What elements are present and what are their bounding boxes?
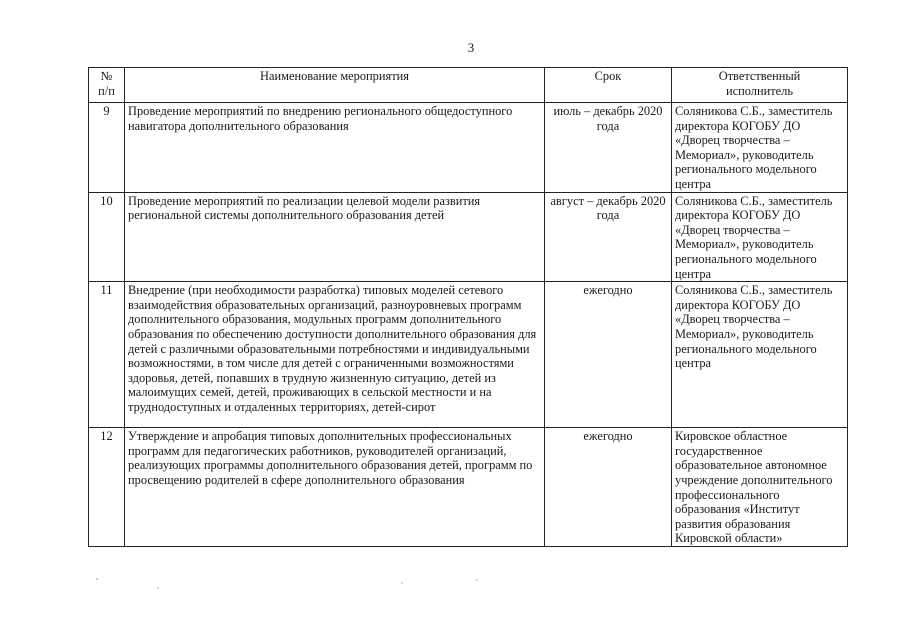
row-number: 10: [89, 192, 125, 282]
event-name: Проведение мероприятий по реализации целевой модели развития региональной системы дополнительного образования детей: [125, 192, 545, 282]
event-term: ежегодно: [545, 282, 672, 428]
events-table: [88, 67, 848, 547]
header-responsible-line1: Ответственный: [718, 69, 801, 83]
table-row: [89, 428, 848, 547]
header-name: Наименование мероприятия: [125, 68, 545, 103]
scan-speck: [476, 579, 477, 580]
event-responsible: Соляникова С.Б., заместитель директора КОГОБУ ДО «Дворец творчества – Мемориал», руководитель регионального модельного центра: [672, 282, 848, 428]
header-number-line2: п/п: [98, 83, 115, 98]
event-term: ежегодно: [545, 428, 672, 547]
event-term: июль – декабрь 2020 года: [545, 103, 672, 193]
event-name: Проведение мероприятий по внедрению регионального общедоступного навигатора дополнительного образования: [125, 103, 545, 193]
table-row: [89, 282, 848, 428]
table-row: [89, 103, 848, 193]
event-name: Утверждение и апробация типовых дополнительных профессиональных программ для педагогических работников, руководителей организаций, реализующих программы дополнительного образования детей, программ по просвещению родителей в сфере дополнительного образования: [125, 428, 545, 547]
header-number: [89, 68, 125, 103]
event-responsible: Кировское областное государственное образовательное автономное учреждение дополнительного профессионального образования «Институт развития образования Кировской области»: [672, 428, 848, 547]
scan-speck: [96, 578, 98, 580]
row-number: 11: [89, 282, 125, 428]
scan-speck: [157, 587, 158, 588]
page-number: 3: [467, 40, 475, 55]
header-responsible-line2: исполнитель: [726, 83, 793, 98]
header-term: Срок: [545, 68, 672, 103]
row-number: 12: [89, 428, 125, 547]
event-responsible: Соляникова С.Б., заместитель директора КОГОБУ ДО «Дворец творчества – Мемориал», руководитель регионального модельного центра: [672, 192, 848, 282]
event-name: Внедрение (при необходимости разработка) типовых моделей сетевого взаимодействия образовательных организаций, разноуровневых программ дополнительного образования, модульных программ дополнительного образования по обеспечению доступности дополнительного образования для детей с различными образовательными потребностями и индивидуальными возможностями, в том числе для детей с ограниченными возможностями здоровья, детей, попавших в трудную жизненную ситуацию, детей из малоимущих семей, детей, проживающих в сельской местности и на труднодоступных и отдаленных территориях, детей-сирот: [125, 282, 545, 428]
header-responsible: [672, 68, 848, 103]
table-row: [89, 192, 848, 282]
event-term: август – декабрь 2020 года: [545, 192, 672, 282]
row-number: 9: [89, 103, 125, 193]
table-header-row: [89, 68, 848, 103]
event-responsible: Соляникова С.Б., заместитель директора КОГОБУ ДО «Дворец творчества – Мемориал», руководитель регионального модельного центра: [672, 103, 848, 193]
scan-speck: [401, 582, 402, 583]
header-number-line1: №: [100, 69, 113, 83]
